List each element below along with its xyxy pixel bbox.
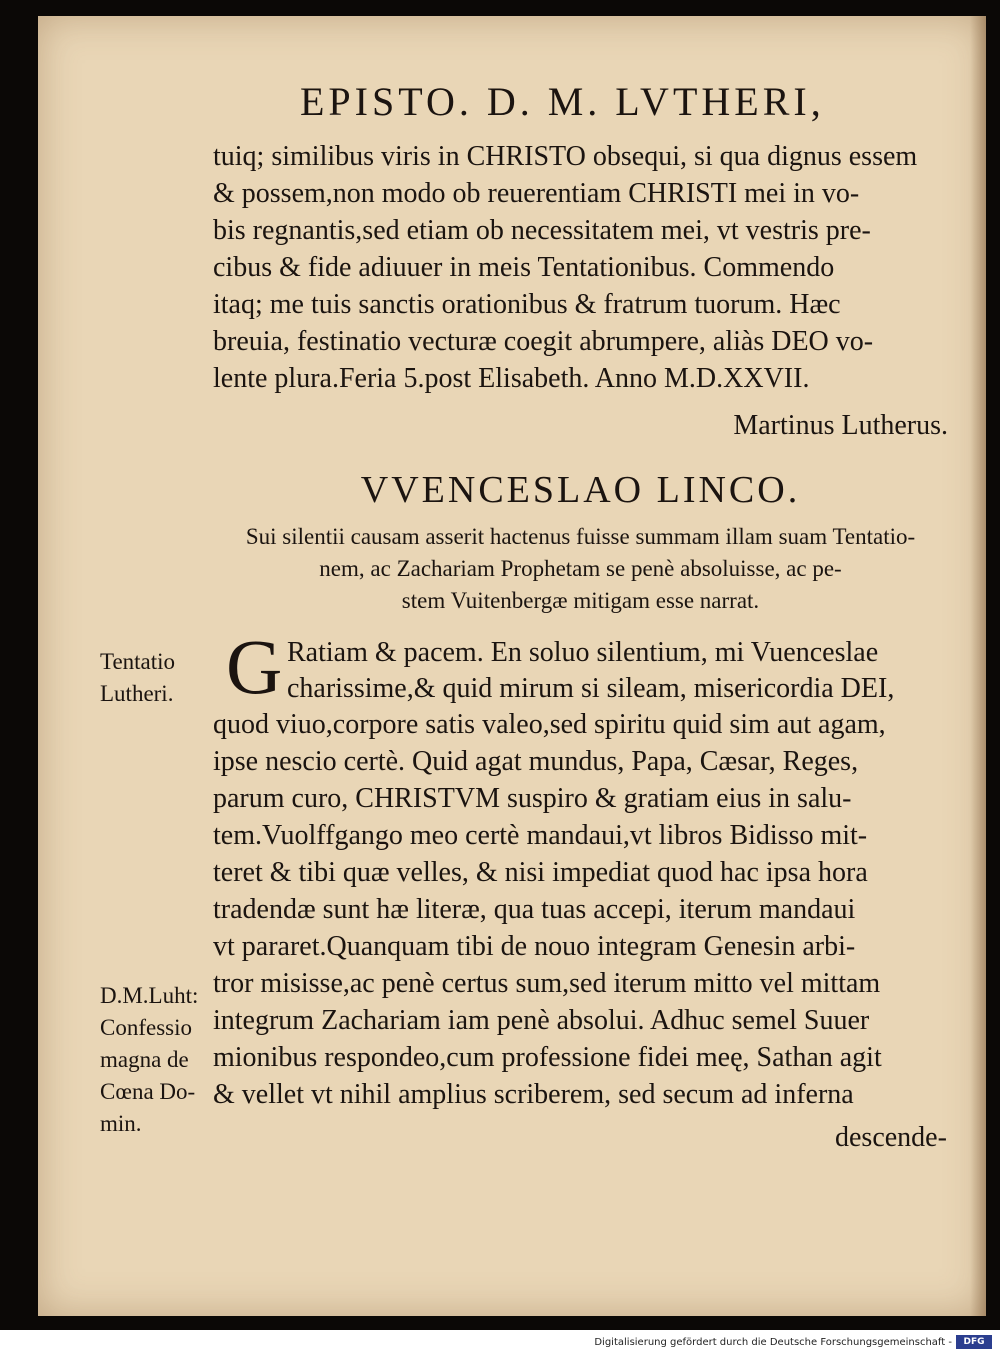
- body-line: teret & tibi quæ velles, & nisi impediat quod hac ipsa hora: [213, 857, 868, 888]
- margin-note-line: Cœna Do-: [100, 1079, 196, 1104]
- section-title: VVENCESLAO LINCO.: [360, 469, 801, 511]
- summary-line: stem Vuitenbergæ mitigam esse narrat.: [401, 588, 760, 613]
- running-header: EPISTO. D. M. LVTHERI,: [300, 79, 825, 124]
- margin-note-line: D.M.Luht:: [100, 983, 199, 1008]
- margin-note-line: min.: [100, 1111, 142, 1136]
- body-line: quod viuo,corpore satis valeo,sed spiritu quid sim aut agam,: [213, 709, 886, 740]
- letter-line: tuiq; similibus viris in CHRISTO obsequi, si qua dignus essem: [213, 141, 918, 172]
- signature: Martinus Lutherus.: [733, 410, 948, 441]
- footer-bar: [0, 1334, 1000, 1352]
- body-line: charissime,& quid mirum si sileam, misericordia DEI,: [287, 673, 895, 704]
- body-line: tem.Vuolffgango meo certè mandaui,vt libros Bidisso mit-: [213, 820, 868, 851]
- letter-line: cibus & fide adiuuer in meis Tentationibus. Commendo: [213, 252, 835, 283]
- letter-line: breuia, festinatio vecturæ coegit abrumpere, aliàs DEO vo-: [213, 326, 874, 357]
- body-line: tradendæ sunt hæ literæ, qua tuas accepi, iterum mandaui: [213, 894, 856, 925]
- dfg-logo: DFG: [956, 1335, 992, 1349]
- letter-line: itaq; me tuis sanctis orationibus & fratrum tuorum. Hæc: [213, 289, 841, 320]
- margin-note-line: Confessio: [100, 1015, 192, 1040]
- funding-credit: Digitalisierung gefördert durch die Deutsche Forschungsgemeinschaft -: [594, 1337, 952, 1348]
- body-line: ipse nescio certè. Quid agat mundus, Papa, Cæsar, Reges,: [213, 746, 859, 777]
- body-line: integrum Zachariam iam penè absolui. Adhuc semel Suuer: [213, 1005, 870, 1036]
- margin-note-line: magna de: [100, 1047, 189, 1072]
- summary-line: Sui silentii causam asserit hactenus fuisse summam illam suam Tentatio-: [245, 524, 916, 549]
- letter-line: bis regnantis,sed etiam ob necessitatem mei, vt vestris pre-: [213, 215, 871, 246]
- page-edge-shadow: [970, 16, 986, 1316]
- body-line: vt pararet.Quanquam tibi de nouo integram Genesin arbi-: [213, 931, 856, 962]
- catchword: descende-: [835, 1122, 947, 1153]
- body-line: tror misisse,ac penè certus sum,sed iterum mitto vel mittam: [213, 968, 881, 999]
- letter-line: lente plura.Feria 5.post Elisabeth. Anno M.D.XXVII.: [213, 363, 810, 394]
- margin-note-line: Lutheri.: [100, 681, 174, 706]
- letter-line: & possem,non modo ob reuerentiam CHRISTI mei in vo-: [213, 178, 860, 209]
- body-line: & vellet vt nihil amplius scriberem, sed secum ad inferna: [213, 1079, 854, 1110]
- drop-cap: G: [226, 623, 283, 710]
- body-line: parum curo, CHRISTVM suspiro & gratiam eius in salu-: [213, 783, 852, 814]
- body-line: mionibus respondeo,cum professione fidei meę, Sathan agit: [213, 1042, 882, 1073]
- margin-note-tentatio: [100, 646, 210, 710]
- summary-line: nem, ac Zachariam Prophetam se penè absoluisse, ac pe-: [319, 556, 842, 581]
- margin-note-confessio: [100, 980, 210, 1140]
- margin-note-line: Tentatio: [100, 649, 176, 674]
- body-line: Ratiam & pacem. En soluo silentium, mi Vuenceslae: [287, 637, 879, 668]
